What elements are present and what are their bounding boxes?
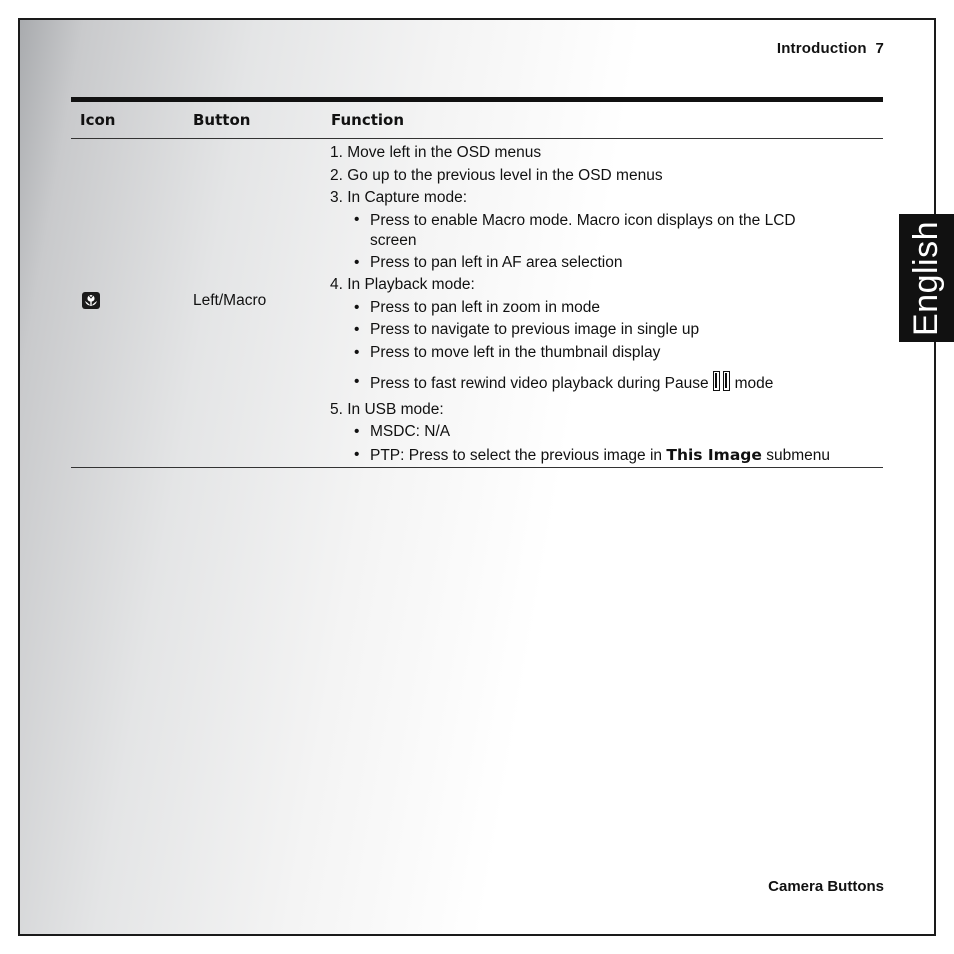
list-item: 1. Move left in the OSD menus — [330, 144, 542, 161]
page-footer: Camera Buttons — [768, 878, 884, 895]
page-header: Introduction 7 — [776, 40, 884, 57]
list-subitem: • Press to move left in the thumbnail display — [330, 342, 880, 365]
column-header-function: Function — [331, 111, 405, 129]
list-item: 4. In Playback mode: — [330, 276, 475, 293]
function-list — [330, 142, 880, 467]
language-tab — [899, 214, 954, 342]
list-subitem: • Press to enable Macro mode. Macro icon displays on the LCD screen — [330, 210, 840, 252]
emphasized-term: This Image — [666, 445, 762, 464]
table-header-row — [71, 102, 883, 139]
pause-icon — [713, 371, 731, 391]
list-item: 5. In USB mode: — [330, 400, 444, 418]
list-subitem-text: submenu — [766, 446, 830, 464]
table-row — [71, 139, 883, 468]
column-header-icon: Icon — [80, 111, 116, 129]
list-subitem: • Press to navigate to previous image in single up — [330, 319, 880, 342]
column-header-button: Button — [193, 111, 251, 129]
list-subitem: • MSDC: N/A — [330, 421, 880, 444]
list-subitem: • Press to pan left in zoom in mode — [330, 297, 880, 320]
list-item: 3. In Capture mode: — [330, 189, 467, 206]
button-function-table — [71, 97, 883, 468]
list-subitem — [330, 444, 880, 468]
list-subitem — [330, 371, 880, 396]
list-subitem-text: PTP: Press to select the previous image in — [370, 446, 663, 464]
list-subitem: • Press to pan left in AF area selection — [330, 252, 880, 275]
language-tab-label: English — [907, 220, 946, 336]
macro-flower-icon — [82, 292, 100, 309]
list-item: 2. Go up to the previous level in the OSD menus — [330, 166, 663, 184]
button-name: Left/Macro — [193, 292, 267, 309]
list-subitem-text: mode — [734, 375, 774, 392]
list-subitem-text: Press to fast rewind video playback during Pause — [370, 375, 709, 392]
